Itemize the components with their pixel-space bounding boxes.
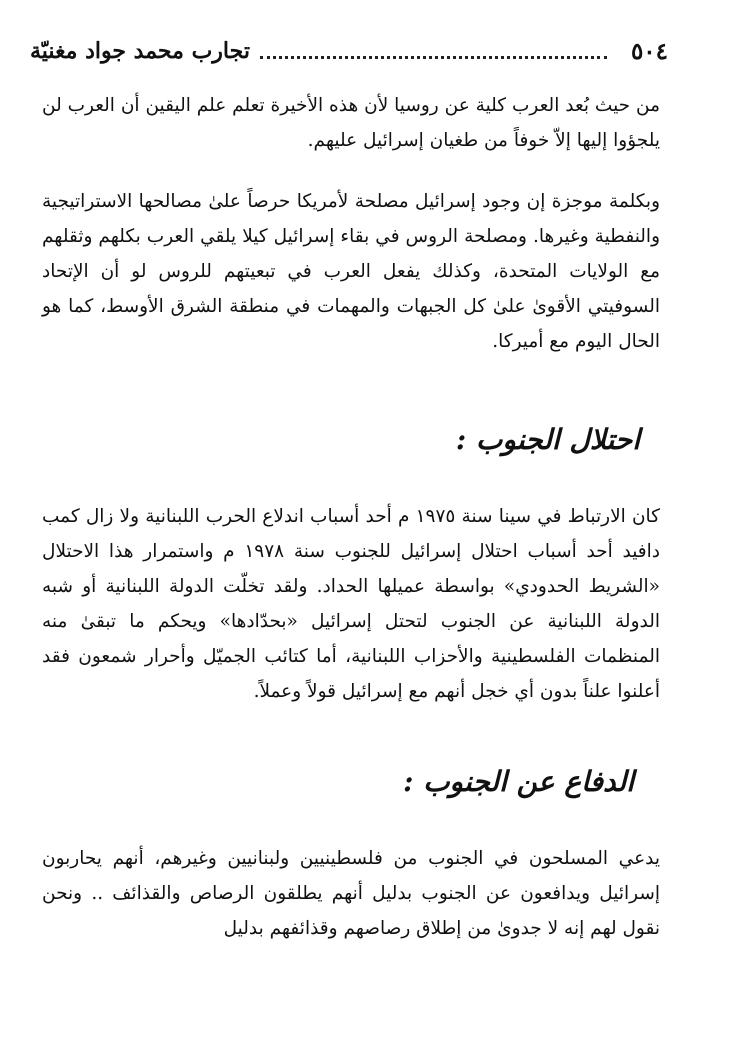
heading-defense-of-south: الدفاع عن الجنوب : <box>403 765 634 798</box>
paragraph-interests: وبكلمة موجزة إن وجود إسرائيل مصلحة لأمريكا حرصاً علىٰ مصالحها الاستراتيجية والنفطية وغيرها. ومصلحة الروس في بقاء إسرائيل كيلا يلقي العرب بكلهم وثقلهم مع الولايات المتحدة، وكذلك يفعل العرب في تبعيتهم للروس لو أن الإتحاد السوفيتي الأقوىٰ علىٰ كل الجبهات والمهمات في منطقة الشرق الأوسط، كما هو الحال اليوم مع أميركا. <box>42 191 660 352</box>
heading-occupation-of-south: احتلال الجنوب : <box>455 423 640 456</box>
paragraph-russia-distance: من حيث بُعد العرب كلية عن روسيا لأن هذه الأخيرة تعلم علم اليقين أن العرب لن يلجؤوا إليها إلاّ خوفاً من طغيان إسرائيل عليهم. <box>42 95 660 151</box>
page-body <box>42 88 660 972</box>
header-dotted-leader <box>260 44 607 59</box>
paragraph-occupation: كان الارتباط في سينا سنة ١٩٧٥ م أحد أسباب اندلاع الحرب اللبنانية ولا زال كمب دافيد أحد أسباب احتلال إسرائيل للجنوب سنة ١٩٧٨ م واستمرار هذا الاحتلال «الشريط الحدودي» بواسطة عميلها الحداد. ولقد تخلّت الدولة اللبنانية أو شبه الدولة اللبنانية عن الجنوب لتحتل إسرائيل «بحدّادها» ويحكم ما تبقىٰ منه المنظمات الفلسطينية والأحزاب اللبنانية، أما كتائب الجميّل وأحرار شمعون فقد أعلنوا علناً بدون أي خجل أنهم مع إسرائيل قولاً وعملاً. <box>42 506 661 702</box>
page-number: ٥٠٤ <box>630 37 668 65</box>
paragraph-defense: يدعي المسلحون في الجنوب من فلسطينيين ولبنانيين وغيرهم، أنهم يحاربون إسرائيل ويدافعون عن الجنوب بدليل أنهم يطلقون الرصاص والقذائف .. ونحن نقول لهم إنه لا جدوىٰ من إطلاق رصاصهم وقذائفهم بدليل <box>42 848 660 939</box>
book-title: تجارب محمد جواد مغنيّة <box>30 38 250 64</box>
running-header <box>30 30 668 72</box>
